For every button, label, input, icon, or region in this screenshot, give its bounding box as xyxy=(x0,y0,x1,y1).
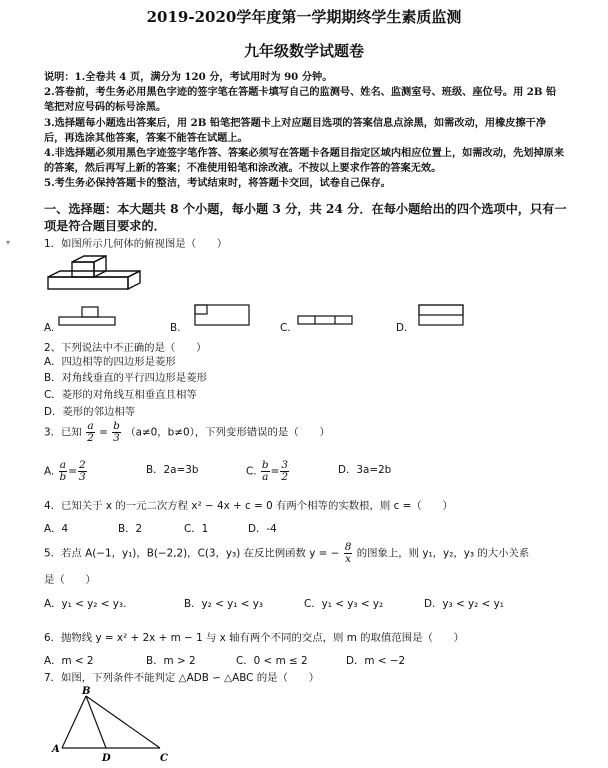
q7-label-b: B xyxy=(82,686,91,697)
margin-marker-icon: ▾ xyxy=(6,238,11,247)
q1-option-a[interactable]: A. xyxy=(44,322,55,334)
q5-fraction xyxy=(344,542,353,565)
instruction-3: 3.选择题每小题选出答案后，用 2B 铅笔把答题卡上对应题目选项的答案信息点涂黑，如需改动，用橡皮擦干净后，再选涂其他答案，答案不能答在试题上。 xyxy=(44,116,547,144)
q6-option-c[interactable]: C．0 < m ≤ 2 xyxy=(236,655,308,667)
q1-option-d-figure xyxy=(418,304,464,328)
q2-option-a[interactable]: A．四边相等的四边形是菱形 xyxy=(44,356,176,368)
q4-option-d[interactable]: D．-4 xyxy=(248,523,277,535)
q3-stem-prefix: 3．已知 xyxy=(44,426,82,439)
q4-option-c[interactable]: C．1 xyxy=(184,523,209,535)
q1-option-c[interactable]: C. xyxy=(280,322,291,334)
q3-frac-den: a xyxy=(262,471,269,483)
q2-option-d[interactable]: D．菱形的邻边相等 xyxy=(44,406,136,418)
q3-frac-den: b xyxy=(59,471,67,483)
q2-option-c[interactable]: C．菱形的对角线互相垂直且相等 xyxy=(44,389,197,401)
q4-option-a[interactable]: A．4 xyxy=(44,523,69,535)
q3-option-a-frac2 xyxy=(78,460,87,483)
q3-fraction-a2 xyxy=(86,421,95,444)
q1-option-b[interactable]: B. xyxy=(170,322,181,334)
instruction-2: 2.答卷前，考生务必用黑色字迹的签字笔在答题卡填写自己的监测号、姓名、监测室号、班级、座位号。用 2B 铅笔把对应号码的标号涂黑。 xyxy=(44,86,557,114)
paper-subtitle: 九年级数学试题卷 xyxy=(243,42,364,60)
q3-frac-den: 2 xyxy=(281,471,289,483)
q3-frac-num: 2 xyxy=(79,459,86,471)
q3-option-c[interactable] xyxy=(246,460,290,483)
q7-triangle-figure xyxy=(50,686,170,766)
q5-option-b[interactable]: B．y₂ < y₁ < y₃ xyxy=(184,598,264,610)
q5-option-d[interactable]: D．y₃ < y₂ < y₁ xyxy=(424,598,504,610)
q3-equals: = xyxy=(99,426,108,439)
q1-solid-figure xyxy=(44,252,144,294)
q1-stem: 1．如图所示几何体的俯视图是（ ） xyxy=(44,238,228,250)
q5-stem-suffix: 的图象上，则 y₁，y₂，y₃ 的大小关系 xyxy=(356,547,530,560)
q2-option-b[interactable]: B．对角线垂直的平行四边形是菱形 xyxy=(44,372,207,384)
q1-option-c-figure xyxy=(297,307,353,327)
paper-title: 2019-2020学年度第一学期期终学生素质监测 xyxy=(146,8,462,26)
q1-option-d[interactable]: D. xyxy=(396,322,408,334)
q5-stem-line2: 是（ ） xyxy=(44,574,96,586)
q3-frac-num: 3 xyxy=(281,459,289,471)
q4-stem: 4．已知关于 x 的一元二次方程 x² − 4x + c = 0 有两个相等的实数根，则 c =（ ） xyxy=(44,500,453,512)
instruction-4: 4.非选择题必须用黑色字迹签字笔作答、答案必须写在答题卡各题目指定区域内相应位置上，如需改动，先划掉原来的答案，然后再写上新的答案；不准使用铅笔和涂改液。不按以上要求作答的答案无效。 xyxy=(44,147,565,175)
instruction-5: 5.考生务必保持答题卡的整洁，考试结束时，将答题卡交回，试卷自己保存。 xyxy=(44,177,391,190)
q7-label-c: C xyxy=(160,753,168,764)
q1-option-b-figure xyxy=(194,304,250,328)
q3-option-a[interactable] xyxy=(44,460,88,483)
q3-frac-num: b xyxy=(113,420,120,432)
q3-option-c-frac1 xyxy=(261,460,270,483)
q3-option-c-equals: = xyxy=(270,465,280,478)
q3-option-c-frac2 xyxy=(280,460,289,483)
q3-frac-den: 2 xyxy=(87,432,94,444)
q7-stem: 7．如图，下列条件不能判定 △ADB ∽ △ABC 的是（ ） xyxy=(44,672,320,684)
q6-option-b[interactable]: B．m > 2 xyxy=(146,655,196,667)
q3-option-c-label: C. xyxy=(246,465,257,478)
q5-option-c[interactable]: C．y₁ < y₃ < y₂ xyxy=(304,598,384,610)
q1-option-a-figure xyxy=(58,305,116,327)
q5-frac-num: 8 xyxy=(344,541,352,553)
q3-option-d[interactable]: D．3a=2b xyxy=(338,464,392,476)
q5-option-a[interactable]: A．y₁ < y₂ < y₃. xyxy=(44,598,127,610)
q3-option-b[interactable]: B．2a=3b xyxy=(146,464,199,476)
q3-frac-den: 3 xyxy=(79,471,86,483)
instructions xyxy=(44,70,564,192)
q5-frac-den: x xyxy=(345,553,351,565)
q6-stem: 6．抛物线 y = x² + 2x + m − 1 与 x 轴有两个不同的交点，则 m 的取值范围是（ ） xyxy=(44,632,465,644)
q3-fraction-b3 xyxy=(112,421,121,444)
q3-condition: （a≠0，b≠0），下列变形错误的是（ ） xyxy=(125,426,330,439)
q3-frac-num: a xyxy=(87,420,94,432)
q5-stem xyxy=(44,542,529,565)
q6-option-a[interactable]: A．m < 2 xyxy=(44,655,94,667)
q5-stem-prefix: 5．若点 A(−1，y₁)，B(−2,2)，C(3，y₃) 在反比例函数 y = − xyxy=(44,547,340,560)
q3-option-a-label: A. xyxy=(44,465,55,478)
q3-frac-den: 3 xyxy=(113,432,120,444)
q3-frac-num: a xyxy=(59,459,67,471)
q7-label-a: A xyxy=(52,744,60,755)
section-heading: 一、选择题：本大题共 8 个小题，每小题 3 分，共 24 分．在每小题给出的四个选项中，只有一项是符合题目要求的． xyxy=(44,202,567,233)
instruction-1: 说明：1.全卷共 4 页，满分为 120 分，考试用时为 90 分钟。 xyxy=(44,71,333,83)
q2-stem: 2、下列说法中不正确的是（ ） xyxy=(44,342,207,354)
q3-option-a-equals: = xyxy=(68,465,77,478)
q3-frac-num: b xyxy=(261,459,269,471)
q4-option-b[interactable]: B．2 xyxy=(118,523,143,535)
q3-option-a-frac1 xyxy=(59,460,68,483)
q7-label-d: D xyxy=(102,753,111,764)
q6-option-d[interactable]: D．m < −2 xyxy=(346,655,406,667)
q3-stem xyxy=(44,421,330,444)
